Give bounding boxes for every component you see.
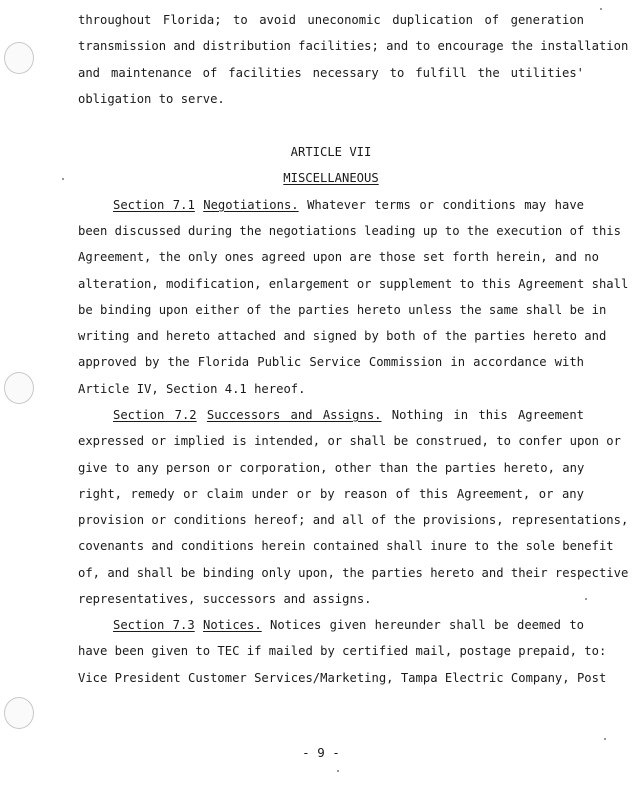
binder-hole (4, 372, 34, 404)
section-7-1-first-line (78, 197, 584, 213)
section-7-1-number: Section 7.1 (113, 198, 195, 212)
scan-speck (600, 8, 602, 10)
section-7-3-text: Notices given hereunder shall be deemed to (270, 618, 584, 632)
body-line: Article IV, Section 4.1 hereof. (78, 382, 306, 396)
section-7-2-heading: Successors and Assigns. (206, 408, 382, 422)
section-7-3-heading: Notices. (203, 618, 262, 632)
body-line: Agreement, the only ones agreed upon are those set forth herein, and no (78, 250, 599, 264)
body-line: of, and shall be binding only upon, the parties hereto and their respective (78, 566, 629, 580)
body-line: Vice President Customer Services/Marketing, Tampa Electric Company, Post (78, 671, 607, 685)
scan-speck (585, 598, 587, 600)
body-line: be binding upon either of the parties hereto unless the same shall be in (78, 303, 607, 317)
body-line: covenants and conditions herein contained shall inure to the sole benefit (78, 539, 614, 553)
body-line: throughout Florida; to avoid uneconomic duplication of generation (78, 13, 584, 27)
body-line: give to any person or corporation, other than the parties hereto, any (78, 461, 585, 475)
body-line: approved by the Florida Public Service Commission in accordance with (78, 355, 584, 369)
binder-hole (4, 42, 34, 74)
body-line: provision or conditions hereof; and all of the provisions, representations, (78, 513, 629, 527)
body-line: been discussed during the negotiations leading up to the execution of this (78, 224, 621, 238)
body-line: transmission and distribution facilities; and to encourage the installation (78, 39, 629, 53)
section-7-2-number: Section 7.2 (113, 408, 197, 422)
section-7-1-heading: Negotiations. (203, 198, 299, 212)
page-number: - 9 - (302, 745, 340, 760)
body-line: representatives, successors and assigns. (78, 592, 372, 606)
binder-hole (4, 697, 34, 729)
body-line: have been given to TEC if mailed by certified mail, postage prepaid, to: (78, 644, 607, 658)
article-subtitle: MISCELLANEOUS (283, 171, 379, 185)
body-line: right, remedy or claim under or by reason of this Agreement, or any (78, 487, 584, 501)
section-7-3-first-line (78, 617, 584, 633)
section-7-2-text: Nothing in this Agreement (391, 408, 585, 422)
body-line: writing and hereto attached and signed by both of the parties hereto and (78, 329, 607, 343)
scan-speck (62, 178, 64, 180)
article-title: ARTICLE VII (290, 145, 372, 159)
scan-speck (604, 738, 606, 740)
body-line: expressed or implied is intended, or shall be construed, to confer upon or (78, 434, 621, 448)
body-line: and maintenance of facilities necessary to fulfill the utilities' (78, 66, 584, 80)
section-7-1-text: Whatever terms or conditions may have (307, 198, 585, 212)
body-line: obligation to serve. (78, 92, 225, 106)
body-line: alteration, modification, enlargement or supplement to this Agreement shall (78, 277, 629, 291)
section-7-2-first-line (78, 407, 584, 423)
scan-speck (337, 770, 339, 772)
section-7-3-number: Section 7.3 (113, 618, 195, 632)
